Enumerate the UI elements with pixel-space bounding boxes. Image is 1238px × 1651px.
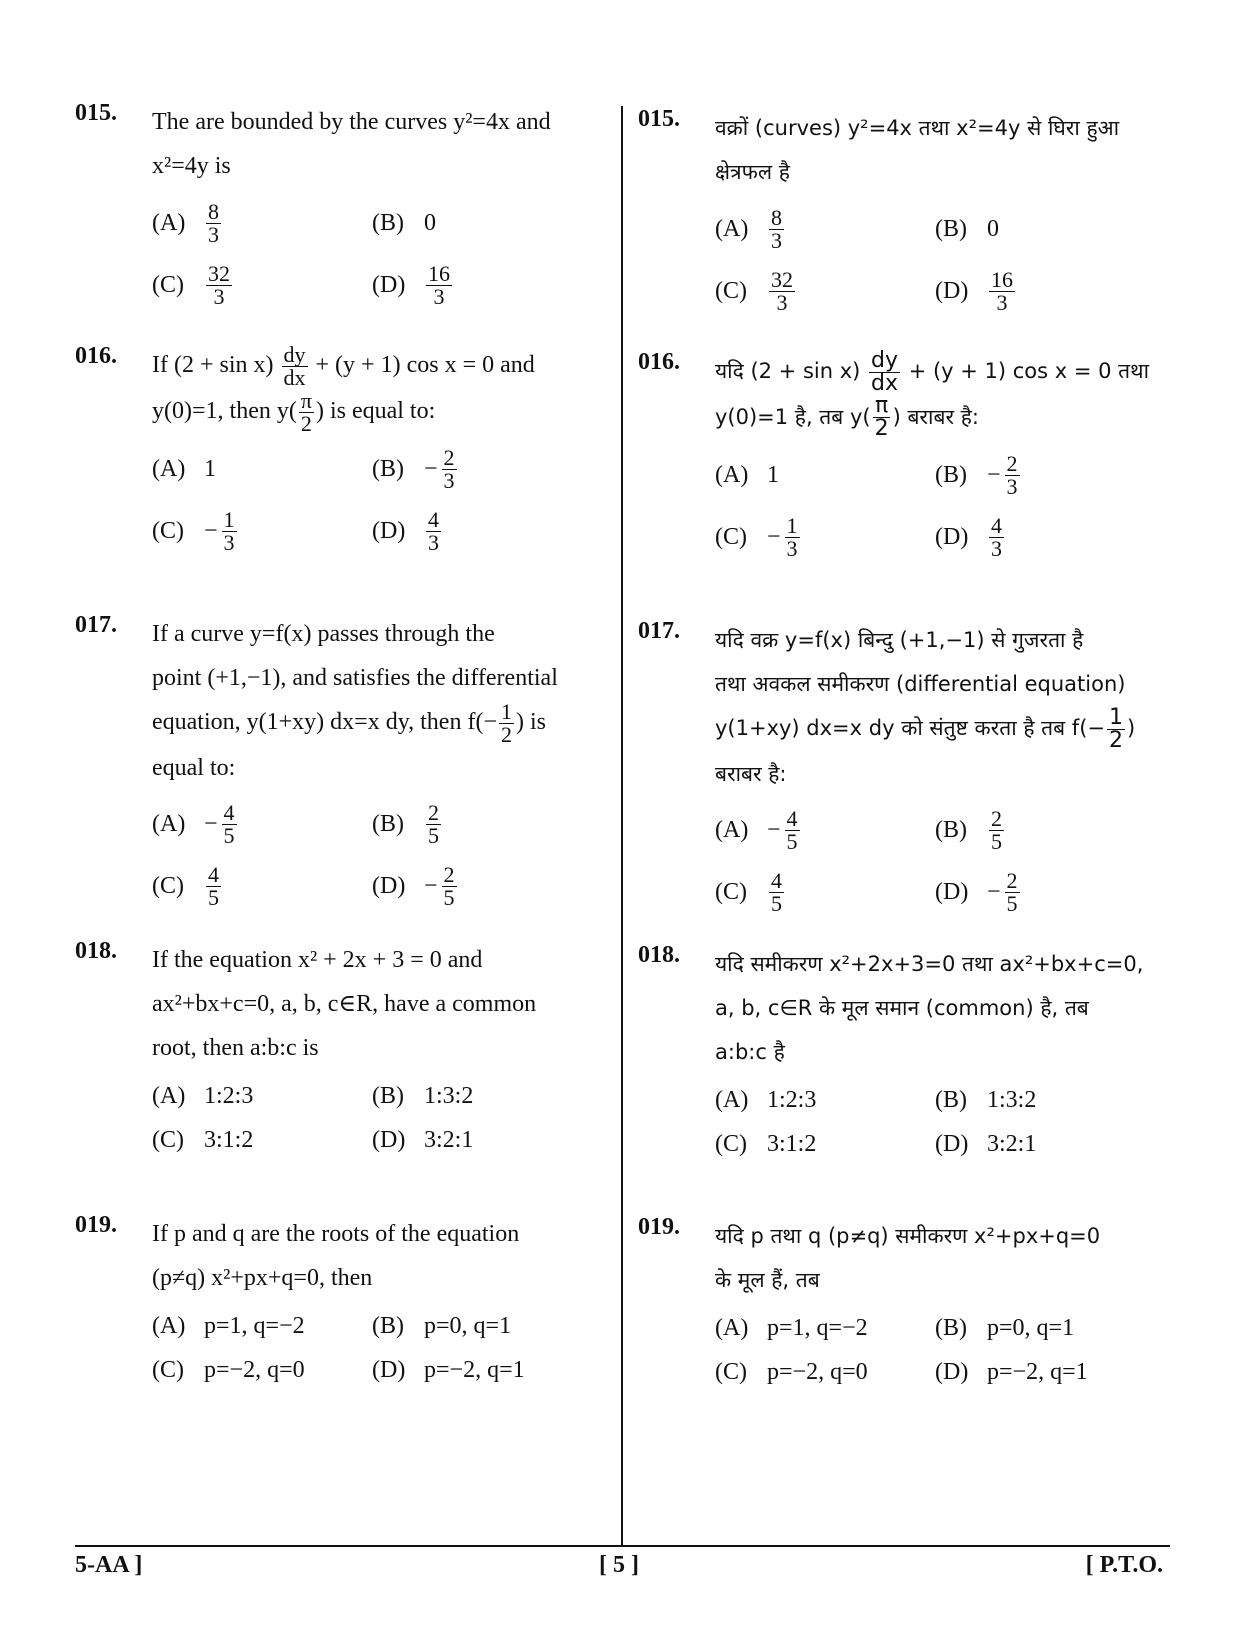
option-c xyxy=(715,512,935,561)
option-row xyxy=(152,501,610,563)
question-019-hi xyxy=(638,1214,1173,1394)
option-d xyxy=(372,260,454,309)
option-value: p=−2, q=1 xyxy=(987,1358,1088,1385)
question-text: क्षेत्रफल है xyxy=(715,160,790,184)
question-text: y(0)=1 है, तब y( $\frac{\pi}{2}$ ) बराबर है: xyxy=(715,393,979,441)
option-a xyxy=(715,204,935,253)
option-c xyxy=(152,260,372,309)
option-d xyxy=(372,1357,525,1384)
option-label: (A) xyxy=(715,817,749,843)
option-row xyxy=(715,1122,1173,1166)
option-label: (A) xyxy=(152,811,186,838)
option-row xyxy=(152,1304,610,1348)
option-d xyxy=(372,864,459,909)
options xyxy=(152,1074,610,1162)
option-fraction: $\frac{2}{5}$ xyxy=(1006,868,1018,916)
option-fraction: $\frac{16}{3}$ xyxy=(991,266,1013,315)
question-019-en xyxy=(75,1212,610,1392)
option-a xyxy=(152,456,372,483)
option-sign: − xyxy=(767,817,781,843)
booklet-code: 5-AA ] xyxy=(75,1552,143,1578)
question-text: ax²+bx+c=0, a, b, c∈R, have a common xyxy=(152,991,537,1017)
question-number: 019. xyxy=(638,1214,680,1240)
option-label: (B) xyxy=(935,1086,967,1113)
option-label: (C) xyxy=(152,873,184,900)
option-row xyxy=(715,1306,1173,1350)
option-c xyxy=(152,864,372,909)
option-b xyxy=(935,1087,1036,1114)
option-label: (C) xyxy=(715,523,747,550)
question-text: तथा अवकल समीकरण (differential equation) xyxy=(715,672,1126,696)
option-fraction: $\frac{4}{5}$ xyxy=(208,862,219,911)
option-c xyxy=(152,1357,372,1384)
question-text: point (+1,−1), and satisfies the differential xyxy=(152,665,558,691)
option-row xyxy=(715,862,1173,924)
question-015-en xyxy=(75,100,610,316)
option-a xyxy=(152,1083,372,1110)
option-a xyxy=(152,1313,372,1340)
option-label: (C) xyxy=(715,1130,747,1157)
question-text: equation, y(1+xy) dx=x dy, then f(− $\frac{1}{2}$ ) is xyxy=(152,698,546,747)
option-d xyxy=(935,870,1022,915)
options xyxy=(715,1306,1173,1394)
option-sign: − xyxy=(767,523,781,550)
question-text: x²=4y is xyxy=(152,153,231,179)
option-label: (A) xyxy=(715,461,749,488)
options xyxy=(152,794,610,918)
option-label: (D) xyxy=(372,1356,406,1383)
question-text: यदि p तथा q (p≠q) समीकरण x²+px+q=0 xyxy=(715,1224,1101,1248)
question-number: 018. xyxy=(638,942,680,968)
question-number: 016. xyxy=(638,349,680,375)
options xyxy=(715,198,1173,322)
option-value: 3:1:2 xyxy=(767,1130,817,1157)
question-text: यदि समीकरण x²+2x+3=0 तथा ax²+bx+c=0, xyxy=(715,952,1144,976)
option-label: (D) xyxy=(935,879,969,905)
option-row xyxy=(715,1078,1173,1122)
option-value: 0 xyxy=(424,209,436,236)
option-label: (D) xyxy=(935,1358,969,1385)
options xyxy=(715,1078,1173,1166)
option-value: 1 xyxy=(204,456,216,483)
question-number: 016. xyxy=(75,343,117,369)
option-row xyxy=(715,444,1173,506)
column-divider xyxy=(621,106,623,1546)
option-fraction: $\frac{32}{3}$ xyxy=(208,260,230,309)
option-label: (B) xyxy=(372,456,404,483)
question-number: 015. xyxy=(75,100,117,126)
option-value: p=1, q=−2 xyxy=(767,1314,868,1341)
question-015-hi xyxy=(638,106,1173,322)
option-label: (A) xyxy=(152,456,186,483)
option-fraction: $\frac{2}{3}$ xyxy=(443,445,455,494)
option-value: p=−2, q=0 xyxy=(767,1358,868,1385)
option-sign: − xyxy=(424,873,438,900)
option-b xyxy=(372,802,443,847)
option-value: 1:3:2 xyxy=(987,1086,1037,1113)
option-d xyxy=(372,509,443,554)
option-fraction: $\frac{2}{5}$ xyxy=(991,806,1002,854)
option-label: (C) xyxy=(152,1126,184,1153)
option-b xyxy=(935,450,1022,499)
options xyxy=(152,1304,610,1392)
pto-label: [ P.T.O. xyxy=(1085,1552,1163,1578)
question-text: y(1+xy) dx=x dy को संतुष्ट करता है तब f(− $\frac{1}{2}$ ) xyxy=(715,704,1136,753)
option-row xyxy=(715,260,1173,322)
option-value: p=−2, q=0 xyxy=(204,1356,305,1383)
option-fraction: $\frac{4}{5}$ xyxy=(771,868,782,916)
question-number: 017. xyxy=(75,612,117,638)
option-d xyxy=(935,1131,1036,1158)
option-value: p=−2, q=1 xyxy=(424,1356,525,1383)
option-label: (D) xyxy=(372,271,406,298)
option-label: (B) xyxy=(935,817,967,843)
option-value: 3:2:1 xyxy=(424,1126,474,1153)
question-text: a, b, c∈R के मूल समान (common) है, तब xyxy=(715,996,1089,1020)
question-text: root, then a:b:c is xyxy=(152,1035,319,1061)
option-d xyxy=(935,1359,1088,1386)
option-row xyxy=(715,198,1173,260)
option-row xyxy=(152,1118,610,1162)
option-fraction: $\frac{4}{3}$ xyxy=(428,507,439,556)
option-label: (B) xyxy=(935,215,967,242)
option-sign: − xyxy=(424,456,438,483)
option-row xyxy=(152,254,610,316)
option-label: (B) xyxy=(372,1312,404,1339)
option-value: 3:1:2 xyxy=(204,1126,254,1153)
option-b xyxy=(372,1083,473,1110)
footer-rule xyxy=(75,1545,1170,1547)
hindi-column xyxy=(638,100,1173,1540)
page-number: [ 5 ] xyxy=(599,1552,639,1578)
option-row xyxy=(152,1074,610,1118)
option-b xyxy=(935,1315,1074,1342)
option-label: (B) xyxy=(935,461,967,488)
question-016-en xyxy=(75,343,610,563)
options xyxy=(715,444,1173,568)
option-label: (A) xyxy=(715,1086,749,1113)
option-c xyxy=(715,870,935,915)
question-text: वक्रों (curves) y²=4x तथा x²=4y से घिरा हुआ xyxy=(715,116,1120,140)
option-row xyxy=(715,800,1173,862)
option-fraction: $\frac{4}{5}$ xyxy=(786,806,798,854)
option-a xyxy=(715,462,935,489)
question-text: equal to: xyxy=(152,754,236,781)
option-sign: − xyxy=(204,811,218,838)
option-b xyxy=(372,1313,511,1340)
options xyxy=(152,192,610,316)
option-label: (C) xyxy=(715,277,747,304)
question-text: The are bounded by the curves y²=4x and xyxy=(152,109,551,135)
options xyxy=(715,800,1173,924)
option-label: (B) xyxy=(372,811,404,838)
option-a xyxy=(152,802,372,847)
option-a xyxy=(715,808,935,853)
option-row xyxy=(152,439,610,501)
question-number: 018. xyxy=(75,938,117,964)
question-017-hi xyxy=(638,618,1173,924)
option-d xyxy=(935,512,1006,561)
option-c xyxy=(152,509,372,554)
option-label: (C) xyxy=(715,1358,747,1385)
option-value: p=1, q=−2 xyxy=(204,1312,305,1339)
option-c xyxy=(715,1359,935,1386)
option-label: (A) xyxy=(152,1082,186,1109)
option-label: (B) xyxy=(935,1314,967,1341)
option-row xyxy=(152,856,610,918)
option-label: (C) xyxy=(152,271,184,298)
option-label: (A) xyxy=(152,1312,186,1339)
option-fraction: $\frac{16}{3}$ xyxy=(428,260,450,309)
question-text: a:b:c है xyxy=(715,1040,785,1064)
option-value: p=0, q=1 xyxy=(424,1312,512,1339)
option-d xyxy=(372,1127,473,1154)
option-value: 3:2:1 xyxy=(987,1130,1037,1157)
option-label: (C) xyxy=(152,518,184,545)
question-017-en xyxy=(75,612,610,918)
question-text: (p≠q) x²+px+q=0, then xyxy=(152,1265,373,1291)
option-row xyxy=(152,1348,610,1392)
option-row xyxy=(715,1350,1173,1394)
option-b xyxy=(372,447,459,492)
option-fraction: $\frac{8}{3}$ xyxy=(771,204,782,253)
option-sign: − xyxy=(204,518,218,545)
option-label: (D) xyxy=(935,277,969,304)
option-label: (A) xyxy=(715,1314,749,1341)
option-c xyxy=(152,1127,372,1154)
question-018-en xyxy=(75,938,610,1162)
question-text: यदि वक्र y=f(x) बिन्दु (+1,−1) से गुजरता है xyxy=(715,628,1084,652)
option-a xyxy=(715,1087,935,1114)
option-value: 1 xyxy=(767,461,779,488)
question-number: 019. xyxy=(75,1212,117,1238)
question-text: If p and q are the roots of the equation xyxy=(152,1221,520,1247)
option-label: (D) xyxy=(372,518,406,545)
option-value: 1:2:3 xyxy=(204,1082,254,1109)
option-value: 0 xyxy=(987,215,999,242)
question-text: If the equation x² + 2x + 3 = 0 and xyxy=(152,947,483,973)
option-a xyxy=(152,198,372,247)
option-label: (B) xyxy=(372,209,404,236)
question-text: If (2 + sin x) $\frac{dy}{dx}$ + (y + 1) cos x = 0 and xyxy=(152,341,535,390)
question-number: 015. xyxy=(638,106,680,132)
option-value: 1:3:2 xyxy=(424,1082,474,1109)
option-label: (D) xyxy=(935,1130,969,1157)
option-fraction: $\frac{32}{3}$ xyxy=(771,266,793,315)
option-fraction: $\frac{2}{3}$ xyxy=(1006,450,1018,499)
option-fraction: $\frac{4}{5}$ xyxy=(223,800,235,849)
question-number: 017. xyxy=(638,618,680,644)
option-row xyxy=(152,794,610,856)
option-label: (D) xyxy=(372,1126,406,1153)
option-label: (C) xyxy=(152,1356,184,1383)
option-sign: − xyxy=(987,879,1001,905)
english-column xyxy=(75,100,610,1540)
option-label: (C) xyxy=(715,879,747,905)
option-fraction: $\frac{2}{5}$ xyxy=(428,800,439,849)
question-018-hi xyxy=(638,942,1173,1166)
question-016-hi xyxy=(638,349,1173,568)
option-b xyxy=(935,808,1006,853)
question-text: यदि (2 + sin x) $\frac{dy}{dx}$ + (y + 1) cos x = 0 तथा xyxy=(715,347,1150,396)
option-value: p=0, q=1 xyxy=(987,1314,1075,1341)
option-a xyxy=(715,1315,935,1342)
option-c xyxy=(715,266,935,315)
options xyxy=(152,439,610,563)
option-sign: − xyxy=(987,461,1001,488)
question-text: के मूल हैं, तब xyxy=(715,1268,820,1292)
question-text: y(0)=1, then y( $\frac{\pi}{2}$ ) is equal to: xyxy=(152,387,436,436)
question-text: If a curve y=f(x) passes through the xyxy=(152,621,495,647)
option-row xyxy=(152,192,610,254)
option-d xyxy=(935,266,1017,315)
option-fraction: $\frac{1}{3}$ xyxy=(786,512,798,561)
option-fraction: $\frac{1}{3}$ xyxy=(223,507,235,556)
option-c xyxy=(715,1131,935,1158)
option-fraction: $\frac{8}{3}$ xyxy=(208,198,219,247)
option-label: (A) xyxy=(152,209,186,236)
option-label: (D) xyxy=(372,873,406,900)
option-value: 1:2:3 xyxy=(767,1086,817,1113)
option-label: (D) xyxy=(935,523,969,550)
option-row xyxy=(715,506,1173,568)
option-label: (B) xyxy=(372,1082,404,1109)
option-fraction: $\frac{2}{5}$ xyxy=(443,862,455,911)
question-text: बराबर है: xyxy=(715,761,787,786)
option-b xyxy=(372,210,436,237)
option-b xyxy=(935,216,999,243)
option-fraction: $\frac{4}{3}$ xyxy=(991,512,1002,561)
option-label: (A) xyxy=(715,215,749,242)
